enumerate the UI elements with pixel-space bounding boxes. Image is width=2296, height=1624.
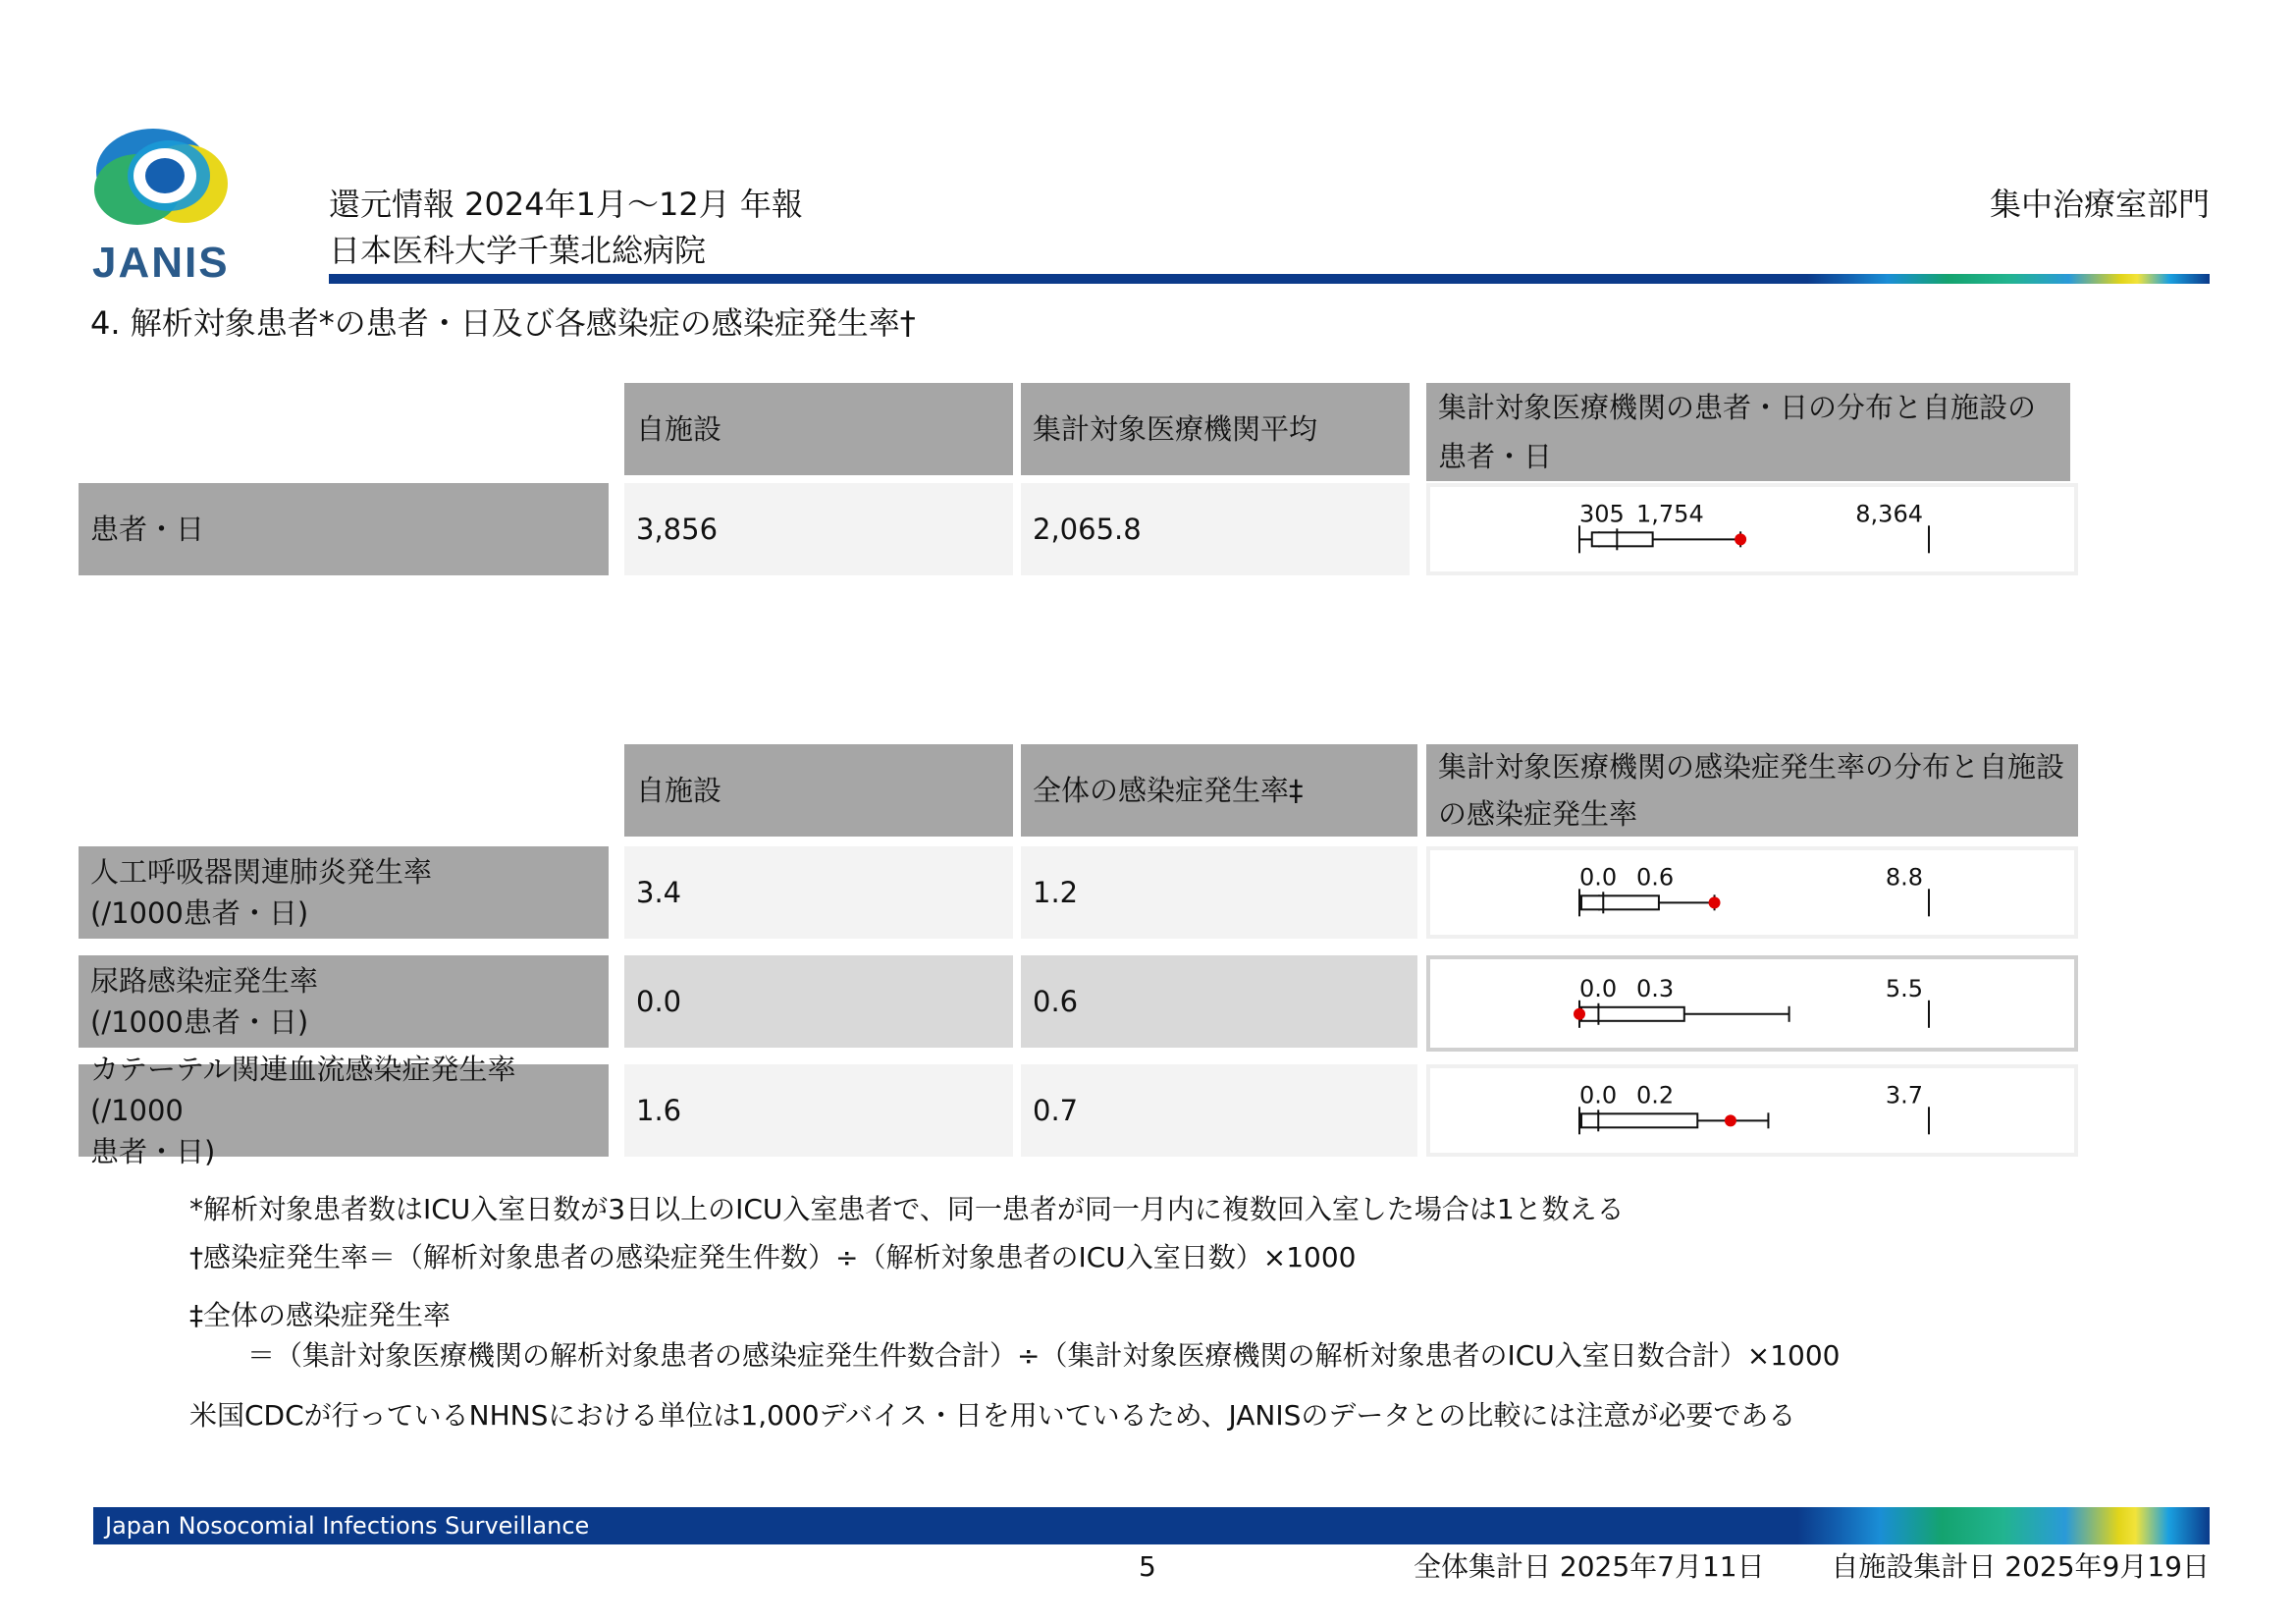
t2-row-vap-label-line2: (/1000患者・日) <box>90 896 309 930</box>
boxplot-tick-label: 3.7 <box>1885 1081 1923 1110</box>
note-overall-rate-formula: ＝（集計対象医療機関の解析対象患者の感染症発生件数合計）÷（集計対象医療機関の解析対象患者のICU入室日数合計）×1000 <box>247 1339 1841 1372</box>
t1-boxplot-cell <box>1426 483 2078 575</box>
boxplot-box <box>1581 1007 1684 1021</box>
boxplot-tick-label: 5.5 <box>1885 974 1923 1002</box>
department-name: 集中治療室部門 <box>1989 186 2210 223</box>
boxplot-tick-label: 8,364 <box>1855 500 1923 528</box>
t2-row-clabsi-boxplot-cell <box>1426 1064 2078 1157</box>
boxplot-tick-label: 1,754 <box>1636 500 1704 528</box>
overall-aggregation-date: 全体集計日 2025年7月11日 <box>1414 1550 1765 1583</box>
t2-row-vap-label <box>79 846 609 939</box>
t2-row-uti-boxplot <box>1430 959 2074 1048</box>
logo-text: JANIS <box>92 239 230 287</box>
footer-brand: Japan Nosocomial Infections Surveillance <box>105 1512 590 1540</box>
t2-row-clabsi-overall: 0.7 <box>1021 1064 1417 1157</box>
t2-row-clabsi-label-line1: カテーテル関連血流感染症発生率(/1000 <box>90 1053 516 1127</box>
t2-header-overall: 全体の感染症発生率‡ <box>1021 744 1417 837</box>
page-number: 5 <box>1139 1550 1156 1583</box>
boxplot-tick-label: 0.0 <box>1579 974 1618 1002</box>
janis-logo <box>86 113 243 290</box>
boxplot-box <box>1592 532 1653 546</box>
section-title: 4. 解析対象患者*の患者・日及び各感染症の感染症発生率† <box>90 304 916 342</box>
hospital-name: 日本医科大学千葉北総病院 <box>329 232 707 269</box>
t1-row-label: 患者・日 <box>79 483 609 575</box>
t2-row-uti-overall: 0.6 <box>1021 955 1417 1048</box>
note-analysis-target: *解析対象患者数はICU入室日数が3日以上のICU入室患者で、同一患者が同一月内に複数回入室した場合は1と数える <box>189 1193 1625 1225</box>
t2-header-own: 自施設 <box>624 744 1013 837</box>
t1-row-own-value: 3,856 <box>624 483 1013 575</box>
footer-band <box>93 1507 2210 1544</box>
boxplot-tick-label: 305 <box>1579 500 1625 528</box>
note-cdc-nhns: 米国CDCが行っているNHNSにおける単位は1,000デバイス・日を用いているため、JANISのデータとの比較には注意が必要である <box>189 1399 1796 1432</box>
t2-row-clabsi-boxplot <box>1430 1068 2074 1153</box>
t1-header-average: 集計対象医療機関平均 <box>1021 383 1410 475</box>
boxplot-tick-label: 8.8 <box>1885 863 1923 892</box>
boxplot-own-marker <box>1574 1008 1585 1020</box>
boxplot-own-marker <box>1709 896 1721 908</box>
own-aggregation-date: 自施設集計日 2025年9月19日 <box>1831 1550 2210 1583</box>
header-band <box>329 274 2210 284</box>
t1-row-average-value: 2,065.8 <box>1021 483 1410 575</box>
t1-header-own: 自施設 <box>624 383 1013 475</box>
t2-row-clabsi-label <box>79 1053 609 1168</box>
report-title: 還元情報 2024年1月～12月 年報 <box>329 186 803 223</box>
boxplot-box <box>1581 895 1659 909</box>
boxplot-tick-label: 0.0 <box>1579 863 1618 892</box>
t2-row-uti-boxplot-cell <box>1426 955 2078 1052</box>
t1-header-distribution: 集計対象医療機関の患者・日の分布と自施設の患者・日 <box>1426 383 2070 481</box>
t2-row-vap-boxplot <box>1430 850 2074 935</box>
boxplot-tick-label: 0.6 <box>1636 863 1675 892</box>
t2-row-vap-overall: 1.2 <box>1021 846 1417 939</box>
boxplot-own-marker <box>1725 1114 1736 1126</box>
t2-row-uti-label <box>79 955 609 1048</box>
t2-row-vap-label-line1: 人工呼吸器関連肺炎発生率 <box>90 855 433 889</box>
t2-row-uti-own: 0.0 <box>624 955 1013 1048</box>
boxplot-tick-label: 0.2 <box>1636 1081 1675 1110</box>
t2-row-vap-own: 3.4 <box>624 846 1013 939</box>
boxplot-tick-label: 0.0 <box>1579 1081 1618 1110</box>
boxplot-tick-label: 0.3 <box>1636 974 1675 1002</box>
t2-row-clabsi-own: 1.6 <box>624 1064 1013 1157</box>
note-infection-rate: †感染症発生率＝（解析対象患者の感染症発生件数）÷（解析対象患者のICU入室日数）×1000 <box>189 1241 1357 1273</box>
boxplot-own-marker <box>1735 533 1746 545</box>
note-overall-rate-title: ‡全体の感染症発生率 <box>189 1299 452 1331</box>
t2-row-uti-label-line2: (/1000患者・日) <box>90 1005 309 1039</box>
t1-boxplot <box>1430 487 2074 571</box>
t2-row-vap-boxplot-cell <box>1426 846 2078 939</box>
t2-header-distribution: 集計対象医療機関の感染症発生率の分布と自施設の感染症発生率 <box>1426 744 2078 837</box>
t2-row-uti-label-line1: 尿路感染症発生率 <box>90 964 319 998</box>
t2-row-clabsi-label-line2: 患者・日) <box>90 1135 216 1168</box>
